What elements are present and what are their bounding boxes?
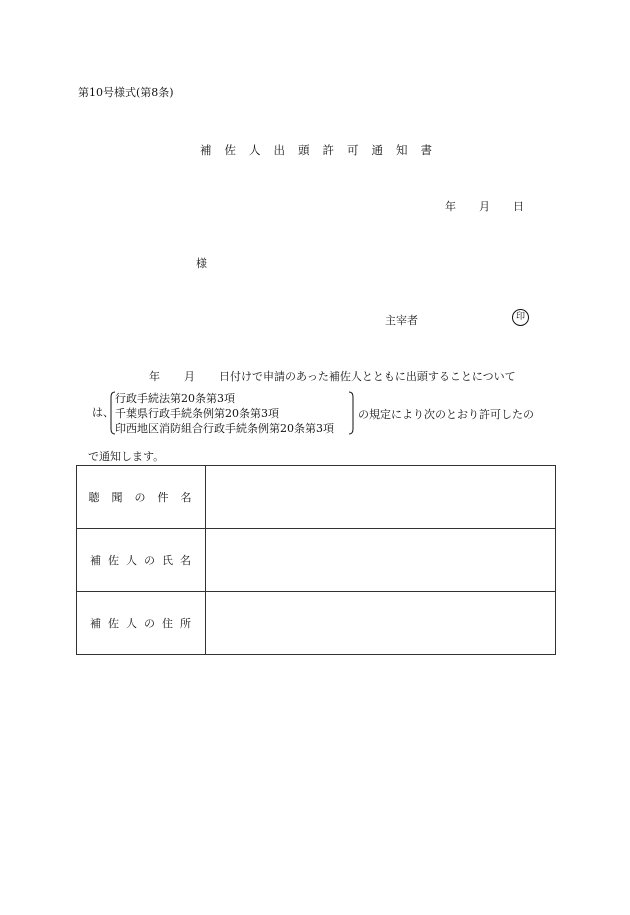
document-title: 補佐人出頭許可通知書 — [200, 143, 445, 157]
row-label-assistant-address — [77, 592, 206, 655]
details-table — [76, 465, 556, 655]
table-row — [77, 466, 556, 529]
row-label-hearing-subject — [77, 466, 206, 529]
label-text: 聴聞の件名 — [88, 491, 204, 504]
law-options-bracket — [108, 390, 356, 436]
body-line1-text: 日付けで申請のあった補佐人とともに出頭することについて — [219, 370, 516, 383]
body-line-1 — [149, 368, 516, 384]
date-year-label: 年 — [445, 200, 456, 213]
body-line2-suffix: の規定により次のとおり許可したの — [358, 408, 534, 421]
row-value-assistant-address[interactable] — [206, 592, 556, 655]
body-year-label: 年 — [149, 370, 160, 383]
table-row — [77, 592, 556, 655]
date-day-label: 日 — [513, 200, 524, 213]
date-month-label: 月 — [479, 200, 490, 213]
body-line-3: で通知します。 — [88, 450, 165, 463]
row-value-hearing-subject[interactable] — [206, 466, 556, 529]
body-month-label: 月 — [184, 370, 195, 383]
label-text: 補佐人の住所 — [90, 617, 198, 630]
addressee-suffix: 様 — [196, 257, 207, 270]
law-option-association: 印西地区消防組合行政手続条例第20条第3項 — [115, 422, 334, 435]
label-text: 補佐人の氏名 — [90, 554, 198, 567]
body-line2-prefix: は、 — [92, 406, 114, 419]
row-label-assistant-name — [77, 529, 206, 592]
seal-icon: 印 — [512, 309, 529, 326]
form-number: 第10号様式(第8条) — [78, 86, 174, 99]
row-value-assistant-name[interactable] — [206, 529, 556, 592]
law-option-national: 行政手続法第20条第3項 — [115, 392, 235, 405]
law-option-prefecture: 千葉県行政手続条例第20条第3項 — [115, 407, 279, 420]
host-label: 主宰者 — [385, 314, 418, 327]
table-row — [77, 529, 556, 592]
issue-date — [445, 198, 524, 214]
